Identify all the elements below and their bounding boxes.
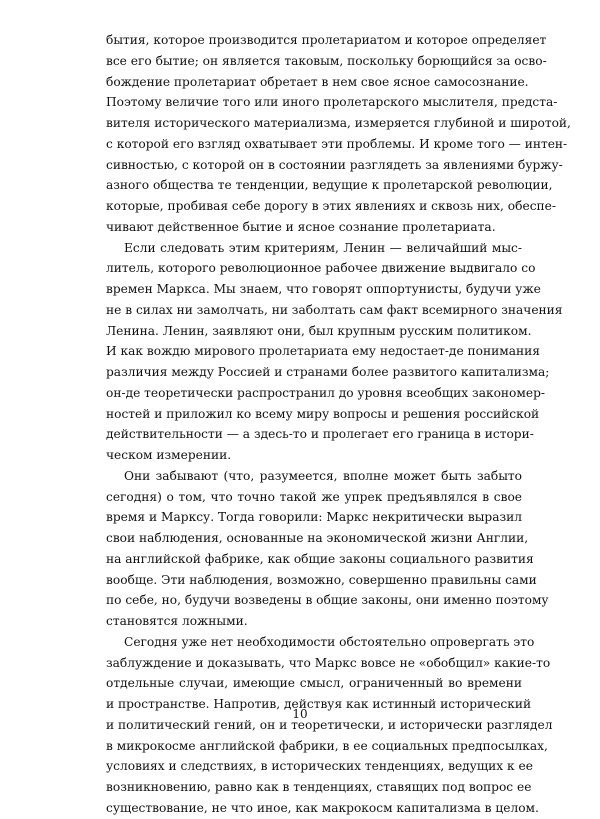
- text-line: заблуждение и доказывать, что Маркс вовсе не «обобщил» какие-то: [106, 655, 551, 670]
- text-line: по себе, но, будучи возведены в общие законы, они именно поэтому: [106, 593, 549, 608]
- text-line: сивностью, с которой он в состоянии разглядеть за явлениями буржу-: [106, 157, 563, 172]
- text-line: чивают действенное бытие и ясное сознание пролетариата.: [106, 219, 496, 234]
- text-line: условиях и следствиях, в исторических тенденциях, ведущих к ее: [106, 759, 533, 774]
- text-line: действительности — а здесь-то и пролегает его граница в истори-: [106, 427, 534, 442]
- page-number: 10: [292, 707, 308, 721]
- text-line: вообще. Эти наблюдения, возможно, совершенно правильны сами: [106, 572, 537, 587]
- text-line: становятся ложными.: [106, 614, 248, 628]
- paragraph: [106, 466, 549, 632]
- text-line: в микрокосме английской фабрики, в ее социальных предпосылках,: [106, 738, 548, 753]
- text-line: на английской фабрике, как общие законы социального развития: [106, 551, 534, 566]
- text-line: время и Марксу. Тогда говорили: Маркс некритически выразил: [106, 510, 522, 525]
- text-line: ностей и приложил ко всему миру вопросы и решения российской: [106, 406, 540, 421]
- text-line: Они забывают (что, разумеется, вполне может быть забыто: [124, 468, 522, 483]
- text-line: отдельные случаи, имеющие смысл, ограниченный во времени: [106, 676, 522, 691]
- text-line: вителя исторического материализма, измеряется глубиной и широтой,: [106, 116, 571, 130]
- text-line: свои наблюдения, основанные на экономической жизни Англии,: [106, 531, 529, 545]
- text-line: И как вождю мирового пролетариата ему недостает-де понимания: [106, 344, 540, 359]
- text-line: литель, которого революционное рабочее движение выдвигало со: [106, 261, 536, 276]
- text-line: которые, пробивая себе дорогу в этих явлениях и сквозь них, обеспе-: [106, 199, 556, 213]
- paragraph: [106, 632, 553, 819]
- body-text: [106, 30, 571, 819]
- text-line: существование, не что иное, как макрокосм капитализма в целом.: [106, 800, 539, 815]
- text-line: Ленина. Ленин, заявляют они, был крупным русским политиком.: [106, 323, 532, 338]
- text-line: азного общества те тенденции, ведущие к пролетарской революции,: [106, 178, 553, 193]
- text-line: времен Маркса. Мы знаем, что говорят оппортунисты, будучи уже: [106, 282, 541, 296]
- text-line: и пространстве. Напротив, действуя как истинный исторический: [106, 697, 532, 711]
- paragraph: [106, 30, 571, 238]
- text-line: бытия, которое производится пролетариатом и которое определяет: [106, 33, 547, 47]
- text-line: Если следовать этим критериям, Ленин — величайший мыс-: [124, 240, 522, 255]
- paragraph: [106, 238, 563, 466]
- text-line: Сегодня уже нет необходимости обстоятельно опровергать это: [124, 634, 535, 649]
- text-line: сегодня) о том, что точно такой же упрек предъявлялся в свое: [106, 489, 522, 504]
- text-line: ческом измерении.: [106, 448, 232, 462]
- text-line: он-де теоретически распространил до уровня всеобщих закономер-: [106, 385, 545, 400]
- text-line: возникновению, равно как в тенденциях, ставящих под вопрос ее: [106, 780, 532, 794]
- text-line: Поэтому величие того или иного пролетарского мыслителя, предста-: [106, 95, 558, 110]
- text-line: бождение пролетариат обретает в нем свое ясное самосознание.: [106, 74, 529, 89]
- text-line: различия между Россией и странами более развитого капитализма;: [106, 365, 550, 379]
- text-line: с которой его взгляд охватывает эти проблемы. И кроме того — интен-: [106, 136, 568, 151]
- text-line: не в силах ни замолчать, ни заболтать сам факт всемирного значения: [106, 302, 563, 317]
- text-line: и политический гений, он и теоретически, и исторически разглядел: [106, 717, 553, 732]
- text-line: все его бытие; он является таковым, поскольку борющийся за осво-: [106, 53, 547, 68]
